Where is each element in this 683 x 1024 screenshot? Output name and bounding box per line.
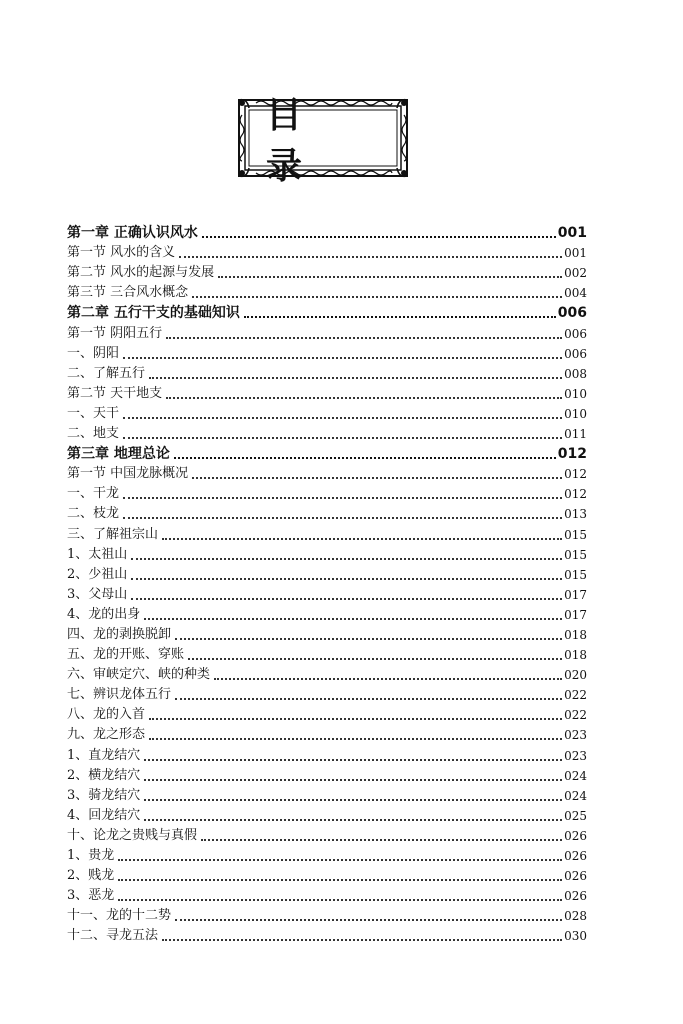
toc-entry-label: 1、贵龙 [67,848,115,863]
toc-chapter-row[interactable] [67,222,587,242]
toc-row[interactable] [67,463,587,483]
toc-page-number: 012 [564,487,587,502]
toc-row[interactable] [67,905,587,925]
toc-row[interactable] [67,383,587,403]
toc-page-number: 015 [564,547,587,562]
toc-row[interactable] [67,544,587,564]
toc-page-number: 022 [564,688,587,703]
toc-page-number: 008 [564,366,587,381]
toc-entry-label: 第一章 正确认识风水 [67,225,198,242]
dot-leader [188,657,562,660]
dot-leader [118,858,562,861]
toc-entry-label: 十二、寻龙五法 [67,928,159,944]
toc-row[interactable] [67,765,587,785]
dot-leader [123,436,562,439]
toc-row[interactable] [67,825,587,845]
dot-leader [162,938,562,941]
toc-row[interactable] [67,865,587,885]
toc-page-number: 006 [564,346,587,361]
toc-page-number: 026 [564,849,587,863]
toc-entry-label: 六、审峡定穴、峡的种类 [67,667,211,683]
toc-row[interactable] [67,704,587,724]
dot-leader [118,898,562,901]
toc-row[interactable] [67,724,587,744]
toc-entry-label: 3、骑龙结穴 [67,787,141,803]
dot-leader [179,255,562,258]
toc-entry-label: 十一、龙的十二势 [67,908,172,924]
dot-leader [175,637,562,640]
toc-entry-label: 2、横龙结穴 [67,767,141,783]
toc-row[interactable] [67,423,587,443]
dot-leader [131,557,562,560]
toc-page-number: 012 [557,446,587,463]
toc-row[interactable] [67,242,587,262]
dot-leader [144,798,562,801]
dot-leader [218,275,562,278]
toc-entry-label: 三、了解祖宗山 [67,526,159,542]
dot-leader [131,597,562,600]
toc-page-number: 026 [564,828,587,843]
toc-entry-label: 3、恶龙 [67,888,115,904]
toc-page-number: 006 [564,326,587,341]
dot-leader [149,717,562,720]
toc-entry-label: 2、少祖山 [67,566,128,582]
toc-row[interactable] [67,624,587,644]
toc-page-number: 023 [564,728,587,743]
toc-page-number: 023 [564,748,587,763]
toc-entry-label: 二、枝龙 [67,506,120,522]
toc-row[interactable] [67,483,587,503]
dot-leader [202,235,556,238]
dot-leader [244,315,556,318]
toc-page-number: 030 [564,929,587,944]
dot-leader [144,778,562,781]
toc-page-number: 024 [564,768,587,783]
dot-leader [149,737,562,740]
title-frame [236,95,410,187]
toc-row[interactable] [67,744,587,764]
dot-leader [192,476,562,479]
toc-row[interactable] [67,925,587,945]
toc-entry-label: 第三节 三合风水概念 [67,285,189,301]
dot-leader [123,416,562,419]
toc-row[interactable] [67,322,587,342]
toc-entry-label: 第二节 风水的起源与发展 [67,265,215,281]
toc-entry-label: 九、龙之形态 [67,727,146,743]
toc-row[interactable] [67,885,587,905]
toc-chapter-row[interactable] [67,302,587,322]
toc-row[interactable] [67,363,587,383]
toc-row[interactable] [67,845,587,865]
toc-page-number: 010 [564,386,587,401]
dot-leader [144,818,562,821]
toc-entry-label: 一、干龙 [67,486,120,502]
toc-entry-label: 4、回龙结穴 [67,807,141,823]
toc-page-number: 028 [564,909,587,924]
toc-page-number: 004 [564,286,587,301]
toc-page-number: 018 [564,627,587,642]
toc-row[interactable] [67,785,587,805]
toc-page-number: 013 [564,507,587,522]
dot-leader [166,336,562,339]
toc-entry-label: 五、龙的开账、穿账 [67,647,185,663]
dot-leader [144,617,562,620]
dot-leader [201,838,562,841]
dot-leader [144,758,562,761]
toc-entry-label: 第二章 五行干支的基础知识 [67,305,240,322]
toc-page-number: 011 [564,427,587,442]
toc-row[interactable] [67,684,587,704]
dot-leader [166,396,562,399]
dot-leader [175,697,562,700]
toc-page-number: 015 [564,527,587,542]
table-of-contents [67,222,587,945]
toc-row[interactable] [67,805,587,825]
toc-page-number: 017 [564,607,587,622]
toc-entry-label: 第二节 天干地支 [67,385,163,401]
toc-entry-label: 七、辨识龙体五行 [67,687,172,703]
toc-row[interactable] [67,664,587,684]
toc-entry-label: 4、龙的出身 [67,606,141,622]
toc-entry-label: 1、太祖山 [67,546,128,562]
toc-entry-label: 四、龙的剥换脱卸 [67,626,172,642]
toc-chapter-row[interactable] [67,443,587,463]
dot-leader [174,456,556,459]
dot-leader [123,516,562,519]
toc-row[interactable] [67,564,587,584]
toc-entry-label: 2、贱龙 [67,868,115,884]
toc-entry-label: 一、阴阳 [67,345,120,361]
toc-page-number: 026 [564,869,587,884]
toc-page-number: 020 [564,668,587,683]
toc-entry-label: 第一节 阴阳五行 [67,325,163,341]
toc-page-number: 012 [564,467,587,482]
toc-row[interactable] [67,343,587,363]
dot-leader [149,376,562,379]
toc-entry-label: 3、父母山 [67,586,128,602]
toc-page-number: 006 [557,305,587,322]
toc-row[interactable] [67,503,587,523]
toc-entry-label: 一、天干 [67,405,120,421]
toc-entry-label: 第三章 地理总论 [67,446,170,463]
toc-entry-label: 二、了解五行 [67,365,146,381]
toc-page-number: 001 [557,225,587,242]
toc-row[interactable] [67,282,587,302]
toc-entry-label: 第一节 中国龙脉概况 [67,466,189,482]
toc-page-number: 002 [564,266,587,281]
dot-leader [192,295,562,298]
dot-leader [123,356,562,359]
toc-entry-label: 十、论龙之贵贱与真假 [67,827,198,843]
toc-page-number: 018 [564,648,587,663]
toc-entry-label: 1、直龙结穴 [67,747,141,763]
dot-leader [175,918,562,921]
toc-row[interactable] [67,604,587,624]
toc-row[interactable] [67,584,587,604]
toc-row[interactable] [67,403,587,423]
toc-page-number: 025 [564,808,587,823]
toc-row[interactable] [67,262,587,282]
dot-leader [162,537,562,540]
dot-leader [214,677,562,680]
toc-page-number: 022 [564,708,587,723]
dot-leader [131,577,562,580]
page-title: 目 录 [266,95,333,187]
toc-entry-label: 八、龙的入首 [67,707,146,723]
toc-row[interactable] [67,644,587,664]
toc-page-number: 026 [564,889,587,904]
toc-entry-label: 二、地支 [67,426,120,442]
toc-row[interactable] [67,523,587,543]
toc-entry-label: 第一节 风水的含义 [67,245,176,261]
toc-page-number: 017 [564,587,587,602]
toc-page-number: 015 [564,567,587,582]
toc-page-number: 024 [564,788,587,803]
dot-leader [123,496,562,499]
toc-page-number: 010 [564,406,587,421]
dot-leader [118,878,562,881]
toc-page-number: 001 [564,246,587,261]
